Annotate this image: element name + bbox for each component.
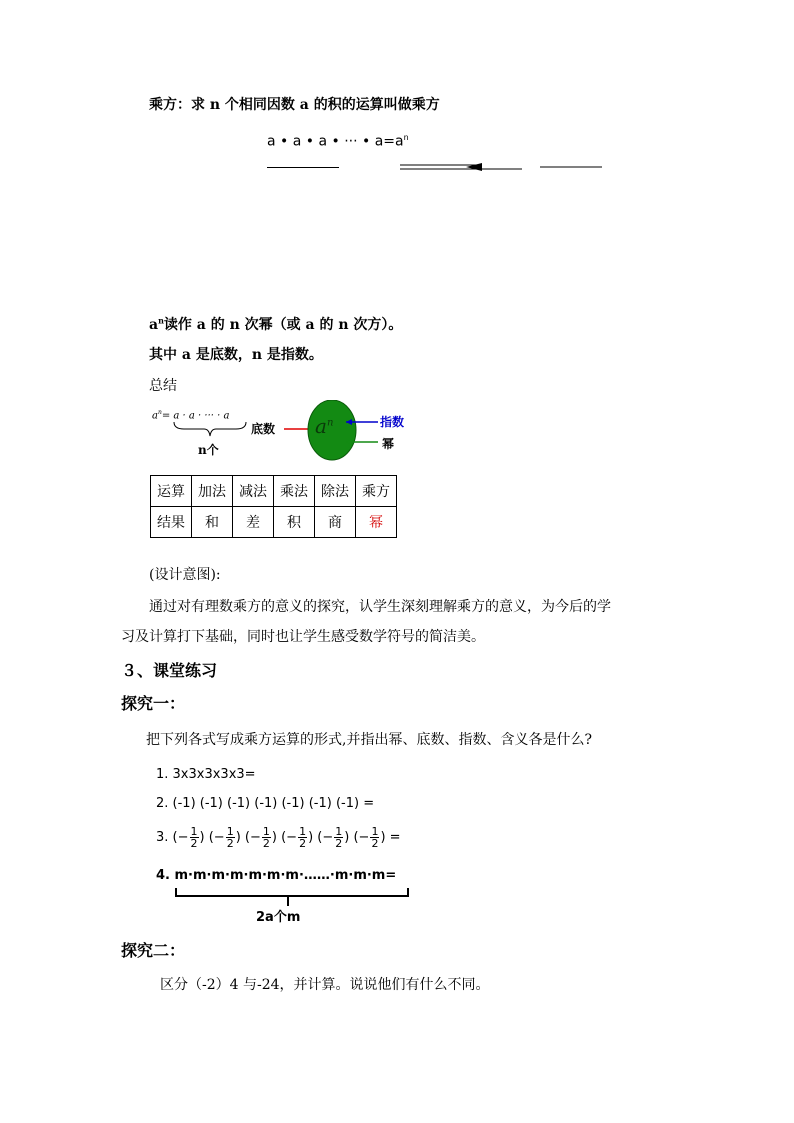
explore-1-heading: 探究一： (121, 694, 186, 713)
item-3 (156, 826, 401, 849)
item-3-factor: (− $\frac{1}{2}$ ) (208, 825, 241, 850)
table-cell: 结果 (151, 507, 192, 538)
reading-rest: 读作 a 的 n 次幂（或 a 的 n 次方）。 (163, 317, 403, 333)
arrow-lines (396, 160, 606, 174)
circle-power (315, 414, 333, 438)
item-4-brace-label: 2a个m (256, 910, 301, 925)
item-3-factor: (− $\frac{1}{2}$ ) (353, 825, 386, 850)
item-4: 4. m·m·m·m·m·m·m·……·m·m·m= (156, 868, 397, 883)
summary-label: 总结 (149, 378, 177, 394)
diagram-left-base: a (152, 410, 158, 422)
item-3-factor: (− $\frac{1}{2}$ ) (281, 825, 314, 850)
item-3-factor: (− $\frac{1}{2}$ ) (172, 825, 205, 850)
power-formula-left: a • a • a • ··· • a=a (267, 133, 404, 150)
practice-heading: ３、课堂练习 (121, 661, 218, 680)
table-cell: 积 (274, 507, 315, 538)
design-para-1: 通过对有理数乘方的意义的探究，认学生深刻理解乘方的意义，为今后的学 (149, 599, 611, 615)
power-formula-sup: n (403, 133, 409, 142)
reading-sup: n (158, 315, 164, 326)
table-cell: 和 (192, 507, 233, 538)
table-cell: 除法 (315, 476, 356, 507)
base-label: 底数 (251, 422, 276, 436)
circle-base: a (315, 414, 327, 438)
item-1: 1. 3x3x3x3x3= (156, 767, 256, 782)
reading-line-1 (149, 314, 402, 334)
power-circle-diagram (280, 400, 410, 464)
item-3-factor: (− $\frac{1}{2}$ ) (244, 825, 277, 850)
explore-2-question: 区分（-2）4 与-24，并计算。说说他们有什么不同。 (160, 977, 490, 993)
explore-2-heading: 探究二： (121, 941, 186, 960)
table-cell: 差 (233, 507, 274, 538)
power-definition: 乘方：求 n 个相同因数 a 的积的运算叫做乘方 (149, 97, 440, 113)
reading-base: a (149, 317, 159, 333)
item-3-prefix: 3. (156, 830, 173, 845)
table-cell: 乘方 (356, 476, 397, 507)
diagram-brace-label: n个 (198, 443, 219, 457)
design-heading: (设计意图): (149, 567, 221, 583)
table-cell: 乘法 (274, 476, 315, 507)
item-3-factor: (− $\frac{1}{2}$ ) (317, 825, 350, 850)
item-2: 2. (-1) (-1) (-1) (-1) (-1) (-1) (-1) = (156, 796, 375, 811)
operations-table (150, 475, 397, 538)
design-para-2: 习及计算打下基础，同时也让学生感受数学符号的简洁美。 (121, 629, 485, 645)
diagram-brace (170, 420, 250, 440)
item-3-end: = (389, 830, 401, 845)
table-cell: 减法 (233, 476, 274, 507)
table-cell: 商 (315, 507, 356, 538)
table-cell: 加法 (192, 476, 233, 507)
diagram-left-rest: = a · a · ··· · a (161, 410, 230, 422)
table-cell: 运算 (151, 476, 192, 507)
practice-instruction: 把下列各式写成乘方运算的形式,并指出幂、底数、指数、含义各是什么? (146, 732, 592, 748)
table-row (151, 476, 397, 507)
table-cell-power: 幂 (356, 507, 397, 538)
circle-sup: n (326, 417, 334, 429)
reading-line-2: 其中 a 是底数，n 是指数。 (149, 347, 323, 363)
underline-left (267, 167, 339, 168)
diagram-left-sup: n (157, 409, 162, 416)
exponent-label: 指数 (380, 415, 405, 429)
table-row (151, 507, 397, 538)
power-label: 幂 (382, 437, 395, 451)
power-formula (267, 133, 409, 150)
